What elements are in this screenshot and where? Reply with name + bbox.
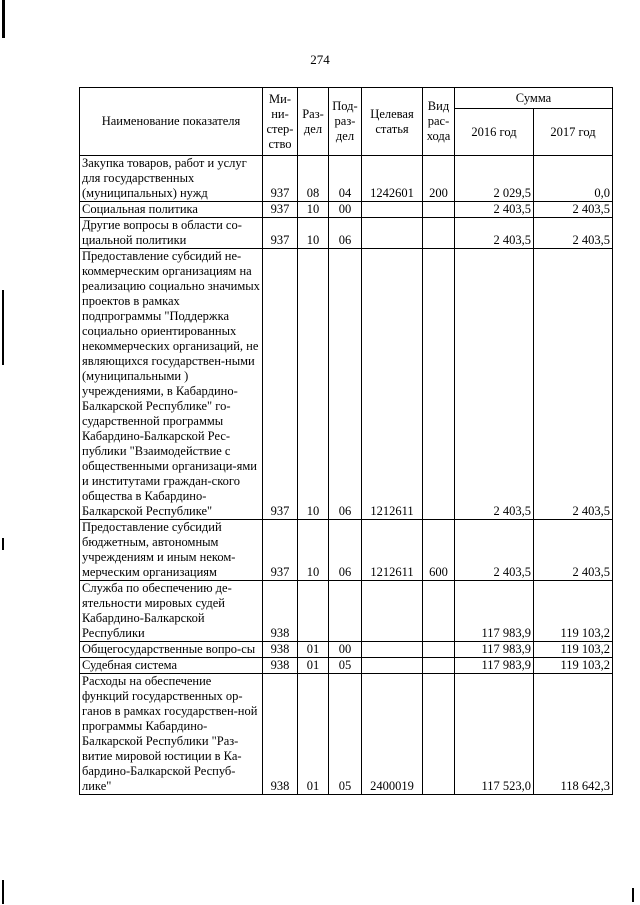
row-sum-2016: 2 029,5 bbox=[455, 156, 534, 202]
row-sum-2016: 2 403,5 bbox=[455, 520, 534, 581]
row-ministry: 937 bbox=[263, 218, 298, 249]
row-target bbox=[362, 581, 423, 642]
row-subsection bbox=[329, 581, 362, 642]
table-row bbox=[80, 658, 613, 674]
budget-table bbox=[79, 87, 613, 795]
table-row bbox=[80, 249, 613, 520]
scan-mark bbox=[2, 0, 5, 38]
header-target: Целевая статья bbox=[362, 88, 423, 156]
scan-mark bbox=[2, 880, 4, 904]
table-row bbox=[80, 642, 613, 658]
row-sum-2017: 2 403,5 bbox=[534, 249, 613, 520]
row-ministry: 937 bbox=[263, 520, 298, 581]
row-expense-type bbox=[423, 249, 455, 520]
row-subsection: 05 bbox=[329, 674, 362, 795]
row-sum-2016: 2 403,5 bbox=[455, 218, 534, 249]
row-name: Служба по обеспечению де-ятельности мировых судей Кабардино-Балкарской Республики bbox=[80, 581, 263, 642]
row-target: 1242601 bbox=[362, 156, 423, 202]
row-name: Другие вопросы в области со-циальной политики bbox=[80, 218, 263, 249]
row-expense-type: 200 bbox=[423, 156, 455, 202]
row-name: Социальная политика bbox=[80, 202, 263, 218]
row-expense-type bbox=[423, 202, 455, 218]
row-sum-2016: 2 403,5 bbox=[455, 249, 534, 520]
row-expense-type: 600 bbox=[423, 520, 455, 581]
header-sum: Сумма bbox=[455, 88, 613, 109]
row-section: 01 bbox=[298, 674, 329, 795]
row-subsection: 06 bbox=[329, 249, 362, 520]
row-sum-2016: 117 523,0 bbox=[455, 674, 534, 795]
row-expense-type bbox=[423, 674, 455, 795]
scan-mark bbox=[2, 290, 4, 365]
row-target: 1212611 bbox=[362, 520, 423, 581]
row-ministry: 937 bbox=[263, 202, 298, 218]
row-sum-2016: 117 983,9 bbox=[455, 581, 534, 642]
row-target bbox=[362, 218, 423, 249]
row-section: 01 bbox=[298, 658, 329, 674]
row-name: Общегосударственные вопро-сы bbox=[80, 642, 263, 658]
header-year-2016: 2016 год bbox=[455, 109, 534, 156]
header-subsection: Под-раз-дел bbox=[329, 88, 362, 156]
row-sum-2017: 2 403,5 bbox=[534, 218, 613, 249]
row-section: 10 bbox=[298, 218, 329, 249]
row-section: 10 bbox=[298, 520, 329, 581]
row-target bbox=[362, 202, 423, 218]
row-target: 1212611 bbox=[362, 249, 423, 520]
header-ministry: Ми-ни-стер-ство bbox=[263, 88, 298, 156]
row-sum-2017: 119 103,2 bbox=[534, 642, 613, 658]
row-sum-2017: 0,0 bbox=[534, 156, 613, 202]
row-section: 10 bbox=[298, 202, 329, 218]
table-row bbox=[80, 581, 613, 642]
scan-mark bbox=[632, 888, 634, 902]
row-section: 01 bbox=[298, 642, 329, 658]
row-ministry: 938 bbox=[263, 674, 298, 795]
row-ministry: 938 bbox=[263, 581, 298, 642]
row-target bbox=[362, 642, 423, 658]
row-target bbox=[362, 658, 423, 674]
row-section bbox=[298, 581, 329, 642]
row-expense-type bbox=[423, 658, 455, 674]
row-sum-2016: 117 983,9 bbox=[455, 642, 534, 658]
row-section: 10 bbox=[298, 249, 329, 520]
row-name: Расходы на обеспечение функций государственных ор-ганов в рамках государствен-ной программы Кабардино-Балкарской Республики "Раз-витие мировой юстиции в Ка-бардино-Балкарской Респуб-лике" bbox=[80, 674, 263, 795]
row-ministry: 937 bbox=[263, 249, 298, 520]
row-section: 08 bbox=[298, 156, 329, 202]
header-name: Наименование показателя bbox=[80, 88, 263, 156]
row-sum-2016: 117 983,9 bbox=[455, 658, 534, 674]
table-row bbox=[80, 156, 613, 202]
table-row bbox=[80, 218, 613, 249]
row-subsection: 04 bbox=[329, 156, 362, 202]
table-row bbox=[80, 520, 613, 581]
row-sum-2017: 119 103,2 bbox=[534, 581, 613, 642]
row-subsection: 06 bbox=[329, 218, 362, 249]
page-number: 274 bbox=[310, 52, 330, 67]
row-ministry: 938 bbox=[263, 658, 298, 674]
header-expense-type: Вид рас-хода bbox=[423, 88, 455, 156]
row-subsection: 00 bbox=[329, 642, 362, 658]
row-subsection: 06 bbox=[329, 520, 362, 581]
row-expense-type bbox=[423, 218, 455, 249]
table-row bbox=[80, 202, 613, 218]
row-sum-2016: 2 403,5 bbox=[455, 202, 534, 218]
row-name: Предоставление субсидий не-коммерческим организациям на реализацию социально значимых проектов в рамках подпрограммы "Поддержка социально ориентированных некоммерческих организаций, не являющихся государствен-ными (муниципальными ) учреждениями, в Кабардино-Балкарской Республике" го-сударственной программы Кабардино-Балкарской Рес-публики "Взаимодействие с общественными организаци-ями и институтами граждан-ского общества в Кабардино-Балкарской Республике" bbox=[80, 249, 263, 520]
row-subsection: 05 bbox=[329, 658, 362, 674]
row-name: Закупка товаров, работ и услуг для государственных (муниципальных) нужд bbox=[80, 156, 263, 202]
row-subsection: 00 bbox=[329, 202, 362, 218]
row-name: Судебная система bbox=[80, 658, 263, 674]
row-expense-type bbox=[423, 642, 455, 658]
row-sum-2017: 118 642,3 bbox=[534, 674, 613, 795]
row-name: Предоставление субсидий бюджетным, автономным учреждениям и иным неком-мерческим организациям bbox=[80, 520, 263, 581]
row-target: 2400019 bbox=[362, 674, 423, 795]
row-ministry: 938 bbox=[263, 642, 298, 658]
row-sum-2017: 2 403,5 bbox=[534, 202, 613, 218]
header-year-2017: 2017 год bbox=[534, 109, 613, 156]
row-sum-2017: 2 403,5 bbox=[534, 520, 613, 581]
table-row bbox=[80, 674, 613, 795]
row-sum-2017: 119 103,2 bbox=[534, 658, 613, 674]
scan-mark bbox=[2, 538, 4, 550]
header-section: Раз-дел bbox=[298, 88, 329, 156]
row-expense-type bbox=[423, 581, 455, 642]
row-ministry: 937 bbox=[263, 156, 298, 202]
